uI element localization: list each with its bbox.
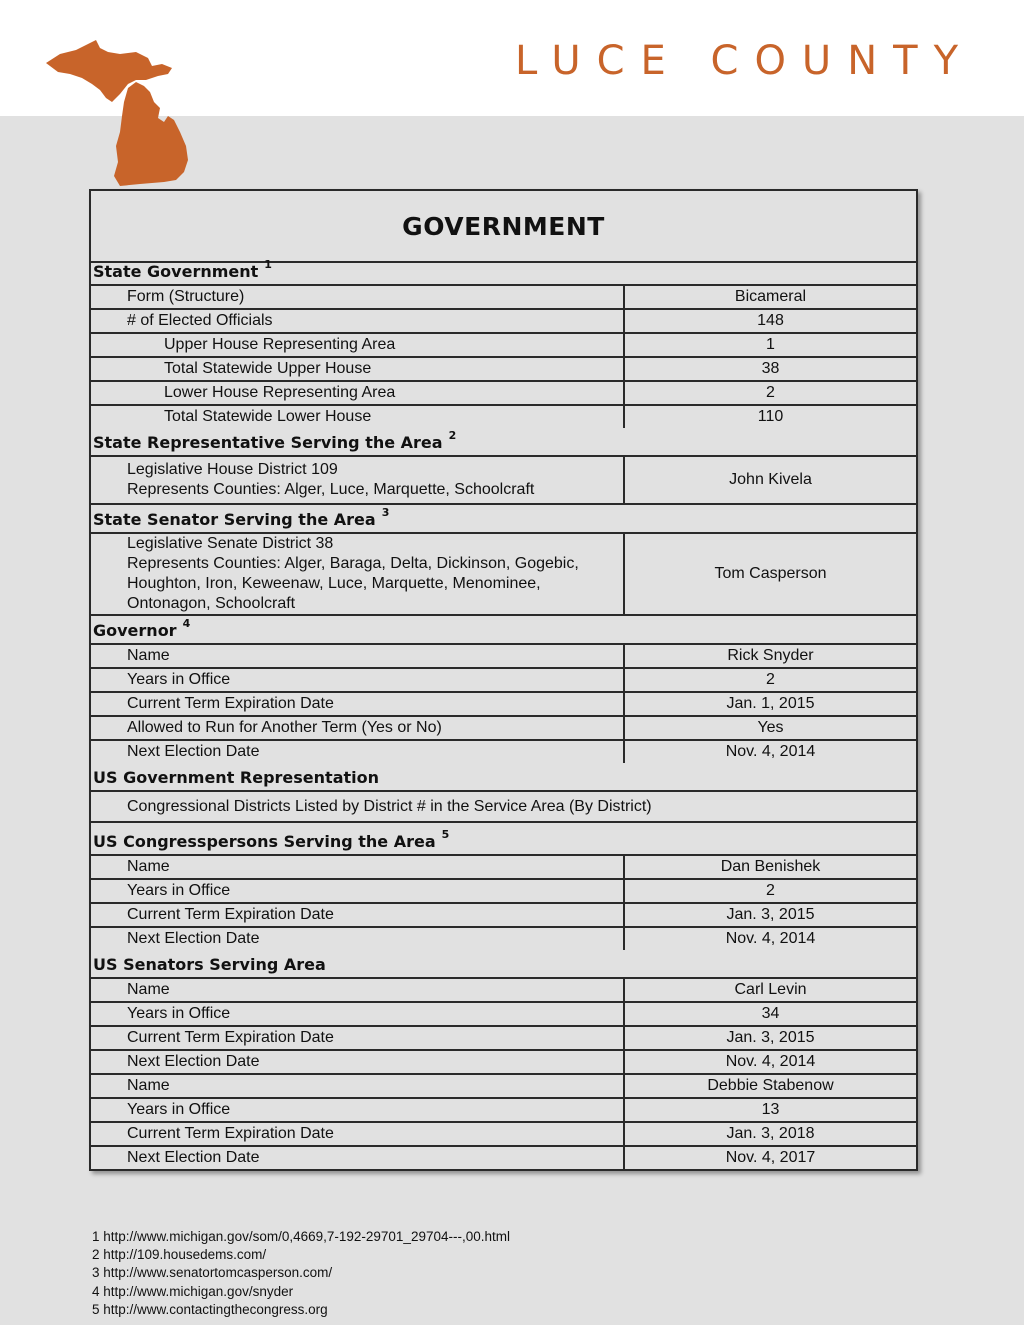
row-label: Years in Office [91,669,625,691]
row-value: 2 [766,882,775,899]
table-row [91,717,916,741]
row-label: Name [91,979,625,1001]
table-row [91,693,916,717]
row-value: Nov. 4, 2014 [725,930,816,947]
row-label: Allowed to Run for Another Term (Yes or No) [91,717,625,739]
row-value: Debbie Stabenow [707,1077,834,1094]
senator-name: Tom Casperson [714,565,827,582]
row-label: Current Term Expiration Date [91,904,625,926]
row-label: Years in Office [91,1099,625,1121]
row-label: Current Term Expiration Date [91,1027,625,1049]
row-value: 38 [761,360,780,377]
counties-line: Represents Counties: Alger, Baraga, Delta, Dickinson, Gogebic, [127,555,579,572]
footnote-ref: 4 [182,617,191,630]
section-us-senators: US Senators Serving Area [91,950,916,979]
row-value: Dan Benishek [720,858,821,875]
table-row [91,1027,916,1051]
footnote: 2 http://109.housedems.com/ [92,1247,267,1263]
row-value: 13 [761,1101,780,1118]
row-label: # of Elected Officials [91,310,625,332]
row-value: 110 [757,408,784,425]
district-line: Legislative House District 109 [127,461,338,478]
row-value: 34 [761,1005,780,1022]
section-us-congresspersons: US Congresspersons Serving the Area $^5$ [91,823,916,856]
table-row [91,792,916,823]
table-row [91,334,916,358]
table-row [91,382,916,406]
table-row [91,1075,916,1099]
row-label: Total Statewide Upper House [91,358,625,380]
table-row [91,1099,916,1123]
row-value: 1 [766,336,775,353]
footnote-ref: 5 [441,828,450,841]
table-row [91,457,916,505]
section-governor: Governor $^4$ [91,616,916,645]
counties-line: Houghton, Iron, Keweenaw, Luce, Marquette, Menominee, [127,575,541,592]
row-label: Name [91,645,625,667]
row-label: Years in Office [91,1003,625,1025]
row-label: Next Election Date [91,741,625,763]
section-us-government: US Government Representation [91,763,916,792]
county-name: LUCE COUNTY [515,38,974,84]
row-label: Next Election Date [91,1051,625,1073]
district-line: Legislative Senate District 38 [127,535,334,552]
row-value: Nov. 4, 2014 [725,1053,816,1070]
footnote: 1 http://www.michigan.gov/som/0,4669,7-192-29701_29704---,00.html [92,1229,510,1244]
counties-line: Represents Counties: Alger, Luce, Marquette, Schoolcraft [127,481,535,498]
representative-name: John Kivela [729,471,812,488]
row-value: 2 [766,671,775,688]
page-header [0,0,1024,116]
table-row [91,286,916,310]
footnote-ref: 3 [381,506,390,519]
section-state-senator: State Senator Serving the Area $^3$ [91,505,916,534]
table-row [91,928,916,950]
row-label: Total Statewide Lower House [91,406,625,428]
row-value: 148 [757,312,784,329]
footnote-ref: 1 [264,258,272,271]
row-value: Yes [757,719,784,736]
row-value: Bicameral [734,288,807,305]
table-row [91,856,916,880]
table-row [91,1123,916,1147]
table-row [91,1147,916,1169]
table-title: GOVERNMENT [91,191,916,263]
row-value: Jan. 3, 2018 [726,1125,815,1142]
table-row [91,904,916,928]
row-value: Jan. 3, 2015 [726,1029,815,1046]
table-row [91,534,916,616]
section-state-representative: State Representative Serving the Area $^2$ [91,428,916,457]
row-value: 2 [766,384,775,401]
row-label: Current Term Expiration Date [91,1123,625,1145]
table-row [91,1003,916,1027]
michigan-map-icon [40,36,200,188]
footnote: 3 http://www.senatortomcasperson.com/ [92,1265,333,1281]
row-value: Nov. 4, 2014 [725,743,816,760]
table-row [91,310,916,334]
table-row [91,406,916,428]
footnote: 5 http://www.contactingthecongress.org [92,1301,328,1317]
table-row [91,1051,916,1075]
table-row [91,741,916,763]
row-label: Current Term Expiration Date [91,693,625,715]
congressional-districts-text: Congressional Districts Listed by District # in the Service Area (By District) [127,797,652,815]
row-value: Carl Levin [734,981,807,998]
table-row [91,645,916,669]
footnotes [92,1228,510,1319]
row-label: Next Election Date [91,1147,625,1169]
row-label: Name [91,1075,625,1097]
row-label: Upper House Representing Area [91,334,625,356]
row-value: Jan. 1, 2015 [726,695,815,712]
table-row [91,358,916,382]
counties-line: Ontonagon, Schoolcraft [127,595,296,612]
row-label: Lower House Representing Area [91,382,625,404]
footnote: 4 http://www.michigan.gov/snyder [92,1283,294,1299]
row-label: Form (Structure) [91,286,625,308]
section-state-government: State Government $^1$ [91,263,916,286]
table-row [91,979,916,1003]
row-label: Next Election Date [91,928,625,950]
row-label: Name [91,856,625,878]
row-value: Rick Snyder [727,647,814,664]
table-row [91,880,916,904]
footnote-ref: 2 [448,429,457,442]
table-row [91,669,916,693]
government-table [89,189,918,1171]
row-label: Years in Office [91,880,625,902]
row-value: Nov. 4, 2017 [725,1149,816,1166]
row-value: Jan. 3, 2015 [726,906,815,923]
